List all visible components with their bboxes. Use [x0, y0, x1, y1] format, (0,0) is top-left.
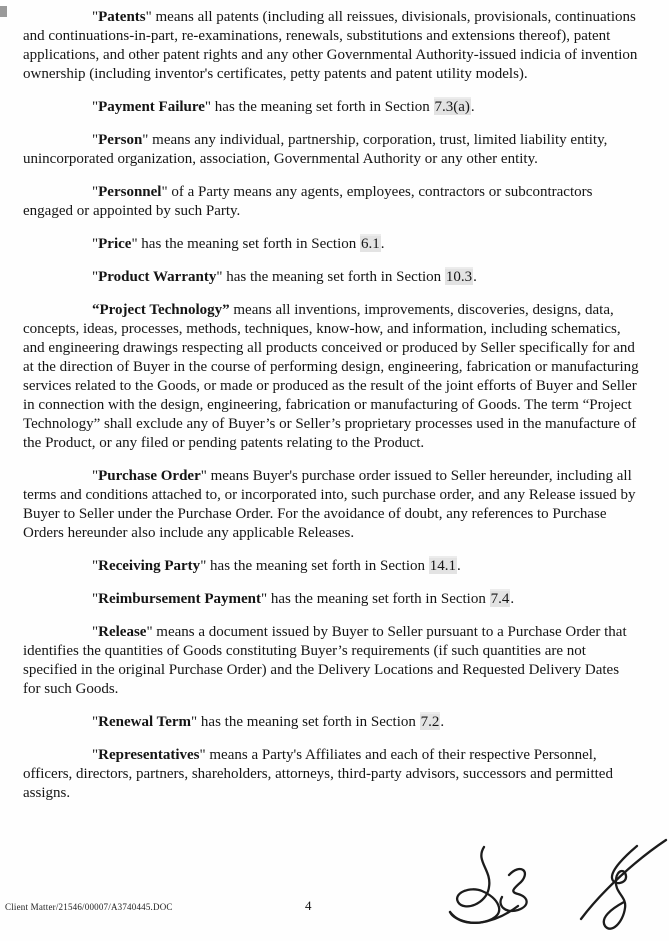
paragraph-text: " has the meaning set forth in Section: [200, 558, 429, 574]
defined-term: Representatives: [98, 747, 200, 763]
paragraph-text: ": [92, 269, 99, 285]
paragraph-text: " has the meaning set forth in Section: [131, 236, 361, 252]
paragraph-price: [23, 235, 640, 254]
scan-artifact-mark: [0, 6, 7, 17]
paragraph-renewal-term: [23, 713, 640, 732]
section-reference: 6.1: [361, 236, 380, 252]
paragraph-text: " means any individual, partnership, corporation, trust, limited liability entity, unincorporated organization, association, Governmental Authority or any other entity.: [23, 132, 608, 167]
defined-term: Personnel: [98, 184, 162, 200]
section-reference: 7.3(a): [434, 99, 470, 115]
section-reference: 7.4: [490, 591, 510, 607]
paragraph-text: " has the meaning set forth in Section: [261, 591, 490, 607]
signature-initials-left: [446, 842, 536, 941]
paragraph-text: " has the meaning set forth in Section: [204, 99, 434, 115]
paragraph-reimbursement-payment: [23, 590, 640, 609]
paragraph-text: ": [92, 468, 99, 484]
defined-term: Product Warranty: [98, 269, 217, 285]
paragraph-text: .: [440, 714, 445, 730]
defined-term: Reimbursement Payment: [98, 591, 262, 607]
paragraph-text: " means a Party's Affiliates and each of their respective Personnel, officers, directors, partners, shareholders, attorneys, third-party advisors, successors and permitted assigns.: [23, 747, 613, 801]
paragraph-text: .: [457, 558, 461, 574]
paragraph-text: ": [92, 591, 99, 607]
paragraph-release: [23, 623, 640, 699]
defined-term: Person: [98, 132, 143, 148]
paragraph-product-warranty: [23, 268, 640, 287]
paragraph-text: ": [92, 132, 99, 148]
paragraph-project-technology: [23, 301, 640, 453]
paragraph-personnel: [23, 183, 640, 221]
paragraph-text: " means a document issued by Buyer to Seller pursuant to a Purchase Order that identifies the quantities of Goods constituting Buyer’s requirements (if such quantities are not specified in the original Purchase Order) and the Delivery Locations and Requested Delivery Dates for such Goods.: [23, 624, 627, 697]
paragraph-text: ": [92, 558, 99, 574]
paragraph-person: [23, 131, 640, 169]
paragraph-receiving-party: [23, 557, 640, 576]
paragraph-payment-failure: [23, 98, 640, 117]
section-reference: 14.1: [429, 558, 457, 574]
signature-scribble-icon: [446, 842, 536, 940]
paragraph-text: " has the meaning set forth in Section: [191, 714, 420, 730]
defined-term: Renewal Term: [98, 714, 192, 730]
defined-term: Patents: [98, 9, 146, 25]
defined-term: Price: [98, 236, 132, 252]
paragraph-text: ": [92, 184, 99, 200]
paragraph-text: ": [92, 9, 99, 25]
paragraph-text: ": [92, 236, 99, 252]
paragraph-text: " means Buyer's purchase order issued to Seller hereunder, including all terms and conditions attached to, or incorporated into, such purchase order, and any Release issued by Buyer to Seller under the Purchase Order. For the avoidance of doubt, any references to Purchase Orders hereunder also include any applicable Releases.: [23, 468, 636, 541]
defined-term: Payment Failure: [98, 99, 205, 115]
paragraph-text: " of a Party means any agents, employees, contractors or subcontractors engaged or appointed by such Party.: [23, 184, 593, 219]
defined-term: Purchase Order: [98, 468, 201, 484]
paragraph-text: .: [380, 236, 385, 252]
paragraph-text: means all inventions, improvements, discoveries, designs, data, concepts, ideas, processes, methods, techniques, know-how, and information, including schematics, and engineering drawings respecting all products conceived or produced by Seller specifically for and at the direction of Buyer in the course of performing design, engineering, fabrication or manufacturing services related to the Goods, or made or produced as the result of the joint efforts of Buyer and Seller in connection with the design, engineering, fabrication or manufacturing of Goods. The term “Project Technology” shall exclude any of Buyer’s or Seller’s proprietary processes used in the manufacture of the Product, or any filed or pending patents relating to the Product.: [23, 302, 639, 451]
paragraph-representatives: [23, 746, 640, 803]
signature-initials-right: [578, 837, 669, 941]
document-body: [23, 8, 640, 817]
paragraph-text: .: [510, 591, 515, 607]
paragraph-text: .: [470, 99, 475, 115]
section-reference: 7.2: [420, 714, 440, 730]
paragraph-text: ": [92, 624, 99, 640]
page-footer: [0, 898, 669, 922]
paragraph-text: ": [92, 99, 99, 115]
section-reference: 10.3: [445, 269, 473, 285]
defined-term: Receiving Party: [98, 558, 201, 574]
paragraph-text: ": [92, 747, 99, 763]
footer-document-id: Client Matter/21546/00007/A3740445.DOC: [5, 902, 173, 912]
paragraph-text: " has the meaning set forth in Section: [216, 269, 445, 285]
paragraph-patents: [23, 8, 640, 84]
page-number: 4: [305, 898, 312, 913]
paragraph-text: " means all patents (including all reissues, divisionals, provisionals, continuations and continuations-in-part, re-examinations, renewals, substitutions and extensions thereof), patent applications, and other patent rights and any other Governmental Authority-issued indicia of invention ownership (including inventor's certificates, petty patents and patent utility models).: [23, 9, 638, 82]
defined-term: “Project Technology”: [92, 302, 230, 318]
signature-scribble-icon: [578, 837, 669, 941]
paragraph-text: ": [92, 714, 99, 730]
paragraph-text: .: [473, 269, 477, 285]
paragraph-purchase-order: [23, 467, 640, 543]
defined-term: Release: [98, 624, 147, 640]
